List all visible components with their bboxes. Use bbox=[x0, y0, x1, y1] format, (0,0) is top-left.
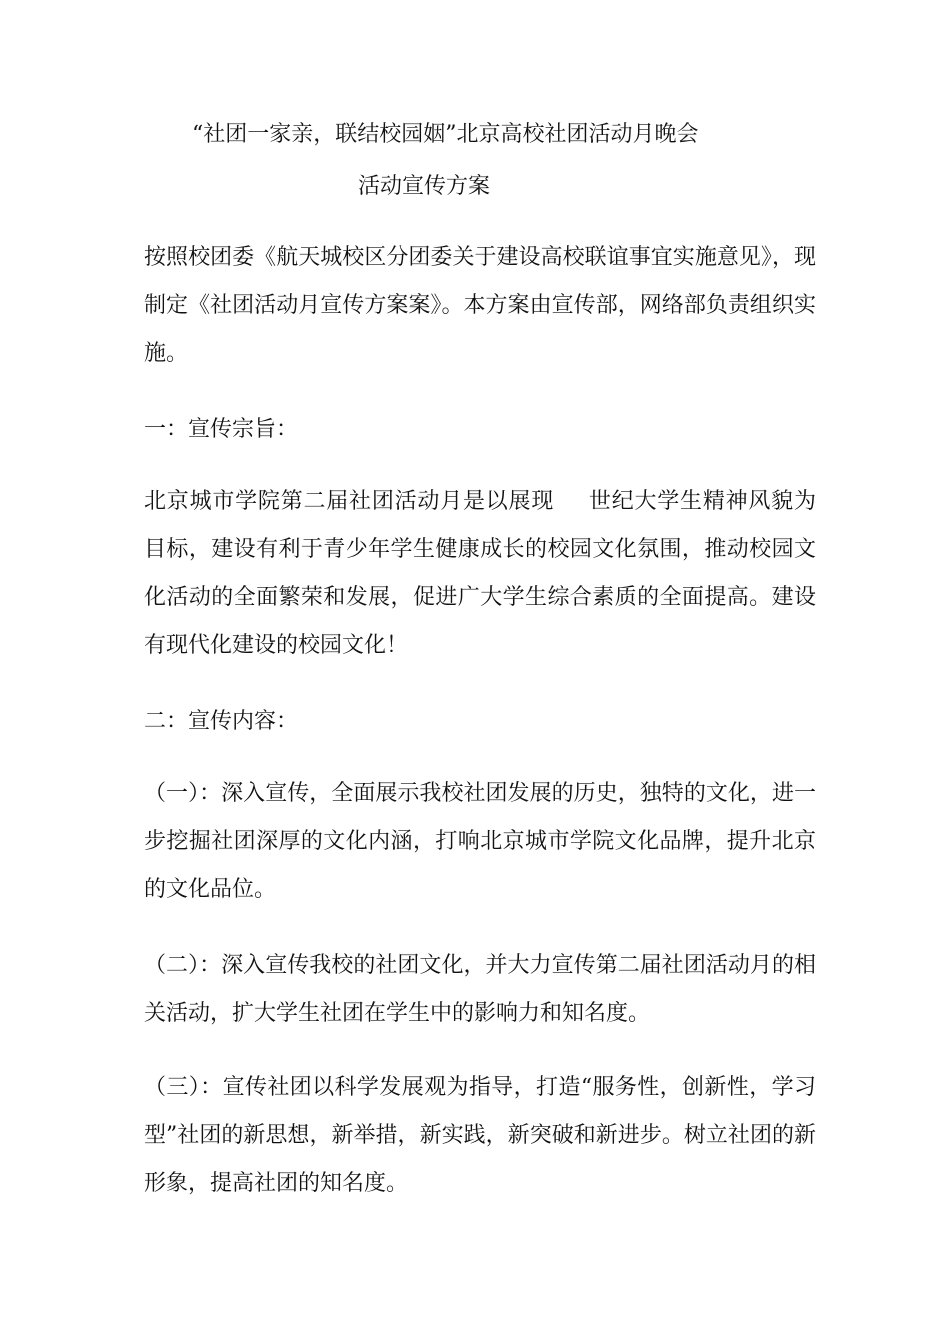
intro-paragraph: 按照校团委《航天城校区分团委关于建设高校联谊事宜实施意见》，现制定《社团活动月宣传方案案》。本方案由宣传部，网络部负责组织实施。 bbox=[144, 245, 816, 366]
content-item-3: （三）：宣传社团以科学发展观为指导，打造“服务性，创新性，学习型”社团的新思想，新举措，新实践，新突破和新进步。树立社团的新形象，提高社团的知名度。 bbox=[144, 1075, 816, 1196]
section-two-heading: 二：宣传内容： bbox=[144, 709, 299, 734]
section-one-heading: 一：宣传宗旨： bbox=[144, 417, 299, 442]
purpose-text-part-1: 北京城市学院第二届社团活动月是以展现 bbox=[144, 489, 555, 514]
section-one-paragraph bbox=[144, 478, 816, 670]
content-item-2: （二）：深入宣传我校的社团文化，并大力宣传第二届社团活动月的相关活动，扩大学生社团在学生中的影响力和知名度。 bbox=[144, 953, 816, 1026]
content-item-1: （一）：深入宣传，全面展示我校社团发展的历史，独特的文化，进一步挖掘社团深厚的文化内涵，打响北京城市学院文化品牌，提升北京的文化品位。 bbox=[144, 781, 816, 902]
document-title: “社团一家亲，联结校园姻”北京高校社团活动月晚会 bbox=[192, 122, 699, 147]
purpose-text-part-2: 世纪大学生精神风貌为目标，建设有利于青少年学生健康成长的校园文化氛围，推动校园文化活动的全面繁荣和发展，促进广大学生综合素质的全面提高。建设有现代化建设的校园文化！ bbox=[144, 489, 816, 658]
document-subtitle: 活动宣传方案 bbox=[358, 174, 491, 199]
